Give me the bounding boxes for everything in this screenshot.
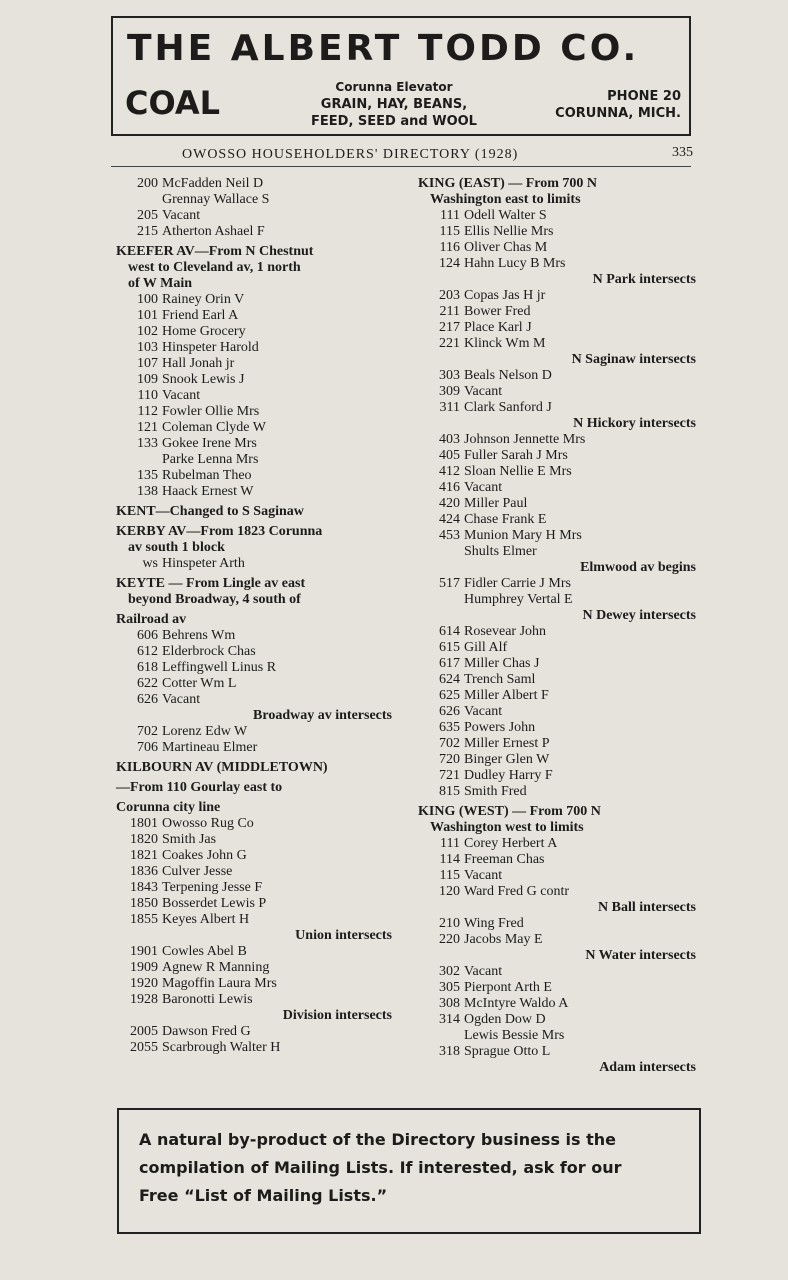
directory-entry (418, 784, 700, 800)
directory-entry (116, 724, 396, 740)
resident-name: Humphrey Vertal E (464, 592, 573, 607)
directory-entry (418, 1044, 700, 1060)
directory-entry (418, 640, 700, 656)
intersection-note: Union intersects (295, 928, 392, 943)
house-number: ws (142, 556, 158, 571)
directory-entry (418, 624, 700, 640)
resident-name: Gill Alf (464, 640, 508, 655)
resident-name: Lewis Bessie Mrs (464, 1028, 565, 1043)
house-number: 721 (439, 768, 460, 783)
ad-phone: PHONE 20 (607, 89, 681, 104)
resident-name: Sloan Nellie E Mrs (464, 464, 572, 479)
resident-name: Smith Fred (464, 784, 527, 799)
house-number: 612 (137, 644, 158, 659)
directory-entry (116, 880, 396, 896)
directory-entry (116, 176, 396, 192)
house-number: 103 (137, 340, 158, 355)
directory-entry (418, 736, 700, 752)
intersection-note: Division intersects (282, 1008, 392, 1023)
directory-entry (418, 464, 700, 480)
resident-name: Terpening Jesse F (162, 880, 263, 895)
right-column (418, 172, 700, 1076)
house-number: 617 (439, 656, 460, 671)
mailing-lists-notice (117, 1108, 701, 1234)
directory-entry (116, 676, 396, 692)
house-number: 1821 (130, 848, 158, 863)
resident-name: Odell Walter S (464, 208, 547, 223)
intersection-note: N Ball intersects (598, 900, 696, 915)
house-number: 1920 (130, 976, 158, 991)
directory-entry (418, 836, 700, 852)
page-number: 335 (672, 145, 693, 160)
notice-line: compilation of Mailing Lists. If interested, ask for our (139, 1158, 622, 1177)
resident-name: Lorenz Edw W (162, 724, 248, 739)
directory-entry (418, 884, 700, 900)
house-number: 211 (439, 304, 460, 319)
street-heading-continued: of W Main (128, 276, 193, 291)
house-number: 203 (439, 288, 460, 303)
directory-entry (116, 484, 396, 500)
resident-name: Baronotti Lewis (162, 992, 253, 1007)
house-number: 314 (439, 1012, 460, 1027)
directory-entry (418, 932, 700, 948)
house-number: 107 (137, 356, 158, 371)
house-number: 221 (439, 336, 460, 351)
resident-name: Dawson Fred G (162, 1024, 251, 1039)
directory-entry (418, 868, 700, 884)
running-header: OWOSSO HOUSEHOLDERS' DIRECTORY (1928) (182, 147, 519, 162)
resident-name: Jacobs May E (464, 932, 543, 947)
house-number: 205 (137, 208, 158, 223)
resident-name: Martineau Elmer (162, 740, 258, 755)
resident-name: Dudley Harry F (464, 768, 553, 783)
resident-name: McFadden Neil D (162, 176, 264, 191)
directory-entry (116, 404, 396, 420)
directory-entry (116, 628, 396, 644)
house-number: 412 (439, 464, 460, 479)
street-heading-continued: Washington east to limits (430, 192, 581, 207)
directory-entry (116, 208, 396, 224)
directory-entry (116, 960, 396, 976)
directory-entry (116, 992, 396, 1008)
directory-entry (116, 452, 396, 468)
resident-name: Smith Jas (162, 832, 217, 847)
directory-entry (418, 320, 700, 336)
resident-name: Munion Mary H Mrs (464, 528, 582, 543)
directory-entry (418, 432, 700, 448)
house-number: 109 (137, 372, 158, 387)
house-number: 1855 (130, 912, 158, 927)
directory-entry (418, 592, 700, 608)
street-heading: KENT—Changed to S Saginaw (116, 504, 304, 519)
resident-name: Vacant (464, 964, 503, 979)
street-heading-continued: west to Cleveland av, 1 north (128, 260, 301, 275)
house-number: 124 (439, 256, 460, 271)
house-number: 615 (439, 640, 460, 655)
house-number: 1901 (130, 944, 158, 959)
resident-name: Pierpont Arth E (464, 980, 552, 995)
ad-services-line: Corunna Elevator (335, 80, 453, 94)
notice-line: A natural by-product of the Directory business is the (139, 1130, 617, 1149)
house-number: 702 (137, 724, 158, 739)
resident-name: Clark Sanford J (464, 400, 552, 415)
directory-entry (418, 672, 700, 688)
ad-location: CORUNNA, MICH. (555, 106, 681, 121)
directory-entry (116, 388, 396, 404)
directory-entry (116, 192, 396, 208)
street-heading: KING (EAST) — From 700 N (418, 176, 598, 191)
resident-name: Chase Frank E (464, 512, 547, 527)
intersection-note: Adam intersects (599, 1060, 696, 1075)
house-number: 111 (440, 208, 460, 223)
house-number: 2005 (130, 1024, 158, 1039)
house-number: 135 (137, 468, 158, 483)
house-number: 720 (439, 752, 460, 767)
resident-name: Bosserdet Lewis P (162, 896, 267, 911)
resident-name: Copas Jas H jr (464, 288, 546, 303)
resident-name: Scarbrough Walter H (162, 1040, 281, 1055)
resident-name: Klinck Wm M (464, 336, 546, 351)
resident-name: Vacant (464, 868, 503, 883)
resident-name: Gokee Irene Mrs (162, 436, 257, 451)
directory-entry (116, 692, 396, 708)
resident-name: Miller Chas J (464, 656, 540, 671)
house-number: 1836 (130, 864, 158, 879)
directory-entry (116, 436, 396, 452)
house-number: 416 (439, 480, 460, 495)
house-number: 815 (439, 784, 460, 799)
house-number: 220 (439, 932, 460, 947)
directory-entry (116, 224, 396, 240)
directory-entry (116, 292, 396, 308)
house-number: 635 (439, 720, 460, 735)
resident-name: Elderbrock Chas (162, 644, 256, 659)
street-heading-continued: Washington west to limits (430, 820, 584, 835)
house-number: 625 (439, 688, 460, 703)
house-number: 112 (137, 404, 158, 419)
resident-name: Ward Fred G contr (464, 884, 570, 899)
directory-entry (116, 356, 396, 372)
resident-name: Trench Saml (464, 672, 536, 687)
house-number: 624 (439, 672, 460, 687)
resident-name: Miller Albert F (464, 688, 549, 703)
intersection-note: N Hickory intersects (573, 416, 696, 431)
house-number: 517 (439, 576, 460, 591)
directory-entry (418, 964, 700, 980)
resident-name: Ogden Dow D (464, 1012, 546, 1027)
house-number: 606 (137, 628, 158, 643)
ad-services (285, 79, 503, 130)
ad-coal: COAL (125, 84, 220, 122)
directory-entry (418, 996, 700, 1012)
resident-name: Ellis Nellie Mrs (464, 224, 554, 239)
directory-entry (418, 240, 700, 256)
street-heading-continued: av south 1 block (128, 540, 225, 555)
directory-entry (116, 556, 396, 572)
resident-name: Parke Lenna Mrs (162, 452, 259, 467)
house-number: 1820 (130, 832, 158, 847)
directory-entry (418, 448, 700, 464)
house-number: 2055 (130, 1040, 158, 1055)
house-number: 1843 (130, 880, 158, 895)
directory-entry (418, 768, 700, 784)
resident-name: Behrens Wm (162, 628, 236, 643)
directory-entry (418, 688, 700, 704)
street-heading: KEEFER AV—From N Chestnut (116, 244, 314, 259)
house-number: 305 (439, 980, 460, 995)
house-number: 308 (439, 996, 460, 1011)
directory-entry (418, 336, 700, 352)
resident-name: Hahn Lucy B Mrs (464, 256, 566, 271)
street-heading-continued: beyond Broadway, 4 south of (128, 592, 301, 607)
directory-entry (418, 704, 700, 720)
house-number: 626 (137, 692, 158, 707)
intersection-note: N Water intersects (585, 948, 696, 963)
ad-services-line: FEED, SEED and WOOL (311, 114, 477, 129)
directory-entry (418, 384, 700, 400)
house-number: 453 (439, 528, 460, 543)
directory-entry (418, 256, 700, 272)
resident-name: Owosso Rug Co (162, 816, 254, 831)
resident-name: Agnew R Manning (162, 960, 270, 975)
resident-name: Hinspeter Harold (162, 340, 259, 355)
resident-name: Friend Earl A (162, 308, 239, 323)
house-number: 120 (439, 884, 460, 899)
resident-name: Wing Fred (464, 916, 524, 931)
house-number: 133 (137, 436, 158, 451)
resident-name: Vacant (162, 208, 201, 223)
house-number: 706 (137, 740, 158, 755)
resident-name: Magoffin Laura Mrs (162, 976, 277, 991)
resident-name: Hinspeter Arth (162, 556, 245, 571)
directory-entry (418, 752, 700, 768)
resident-name: Miller Ernest P (464, 736, 550, 751)
resident-name: Oliver Chas M (464, 240, 548, 255)
resident-name: Freeman Chas (464, 852, 545, 867)
house-number: 311 (439, 400, 460, 415)
house-number: 302 (439, 964, 460, 979)
directory-entry (116, 1040, 396, 1056)
house-number: 110 (137, 388, 158, 403)
house-number: 403 (439, 432, 460, 447)
directory-entry (116, 324, 396, 340)
resident-name: Miller Paul (464, 496, 528, 511)
directory-entry (116, 816, 396, 832)
intersection-note: Elmwood av begins (580, 560, 696, 575)
directory-entry (116, 740, 396, 756)
resident-name: Rosevear John (464, 624, 547, 639)
resident-name: Vacant (162, 388, 201, 403)
intersection-note: N Saginaw intersects (571, 352, 696, 367)
directory-entry (116, 1024, 396, 1040)
house-number: 121 (137, 420, 158, 435)
resident-name: McIntyre Waldo A (464, 996, 569, 1011)
street-heading: Railroad av (116, 612, 187, 627)
house-number: 424 (439, 512, 460, 527)
resident-name: Rainey Orin V (162, 292, 245, 307)
directory-entry (418, 368, 700, 384)
directory-entry (116, 864, 396, 880)
ad-services-line: GRAIN, HAY, BEANS, (320, 97, 468, 112)
house-number: 115 (439, 868, 460, 883)
directory-entry (418, 304, 700, 320)
directory-entry (116, 308, 396, 324)
directory-entry (418, 208, 700, 224)
albert-todd-advertisement (111, 16, 691, 136)
house-number: 626 (439, 704, 460, 719)
directory-entry (116, 944, 396, 960)
resident-name: Atherton Ashael F (162, 224, 265, 239)
resident-name: Home Grocery (162, 324, 246, 339)
house-number: 1801 (130, 816, 158, 831)
house-number: 217 (439, 320, 460, 335)
house-number: 115 (439, 224, 460, 239)
resident-name: Vacant (464, 704, 503, 719)
resident-name: Binger Glen W (464, 752, 550, 767)
street-heading: —From 110 Gourlay east to (116, 780, 283, 795)
directory-entry (418, 852, 700, 868)
directory-entry (418, 480, 700, 496)
resident-name: Fuller Sarah J Mrs (464, 448, 568, 463)
directory-entry (418, 576, 700, 592)
resident-name: Culver Jesse (162, 864, 233, 879)
house-number: 1850 (130, 896, 158, 911)
directory-entry (418, 288, 700, 304)
house-number: 100 (137, 292, 158, 307)
directory-entry (116, 976, 396, 992)
house-number: 111 (440, 836, 460, 851)
directory-entry (116, 912, 396, 928)
street-heading: KEYTE — From Lingle av east (116, 576, 306, 591)
directory-entry (418, 656, 700, 672)
street-heading: Corunna city line (116, 800, 221, 815)
directory-entry (418, 224, 700, 240)
ad-contact (555, 88, 681, 122)
resident-name: Fidler Carrie J Mrs (464, 576, 571, 591)
resident-name: Johnson Jennette Mrs (464, 432, 586, 447)
house-number: 215 (137, 224, 158, 239)
resident-name: Keyes Albert H (162, 912, 250, 927)
directory-entry (418, 512, 700, 528)
directory-entry (418, 496, 700, 512)
resident-name: Cotter Wm L (162, 676, 237, 691)
resident-name: Haack Ernest W (162, 484, 254, 499)
street-heading: KERBY AV—From 1823 Corunna (116, 524, 323, 539)
house-number: 116 (439, 240, 460, 255)
directory-entry (116, 896, 396, 912)
directory-entry (418, 916, 700, 932)
directory-entry (116, 644, 396, 660)
house-number: 614 (439, 624, 460, 639)
directory-entry (418, 528, 700, 544)
resident-name: Grennay Wallace S (162, 192, 270, 207)
resident-name: Powers John (464, 720, 536, 735)
house-number: 210 (439, 916, 460, 931)
resident-name: Shults Elmer (464, 544, 537, 559)
resident-name: Beals Nelson D (464, 368, 552, 383)
resident-name: Snook Lewis J (162, 372, 245, 387)
directory-entry (116, 340, 396, 356)
resident-name: Vacant (162, 692, 201, 707)
notice-line: Free “List of Mailing Lists.” (139, 1186, 388, 1205)
house-number: 303 (439, 368, 460, 383)
house-number: 101 (137, 308, 158, 323)
directory-entry (116, 660, 396, 676)
resident-name: Sprague Otto L (464, 1044, 551, 1059)
resident-name: Fowler Ollie Mrs (162, 404, 260, 419)
intersection-note: Broadway av intersects (253, 708, 392, 723)
house-number: 200 (137, 176, 158, 191)
left-column (116, 176, 396, 1056)
house-number: 618 (137, 660, 158, 675)
directory-entry (116, 468, 396, 484)
house-number: 1928 (130, 992, 158, 1007)
resident-name: Rubelman Theo (162, 468, 252, 483)
resident-name: Vacant (464, 480, 503, 495)
street-heading: KILBOURN AV (MIDDLETOWN) (116, 760, 328, 775)
street-heading: KING (WEST) — From 700 N (418, 804, 601, 819)
resident-name: Coleman Clyde W (162, 420, 266, 435)
directory-entry (116, 420, 396, 436)
resident-name: Place Karl J (464, 320, 532, 335)
house-number: 420 (439, 496, 460, 511)
house-number: 1909 (130, 960, 158, 975)
house-number: 622 (137, 676, 158, 691)
directory-entry (418, 544, 700, 560)
resident-name: Leffingwell Linus R (162, 660, 277, 675)
directory-entry (418, 720, 700, 736)
directory-entry (116, 372, 396, 388)
resident-name: Bower Fred (464, 304, 531, 319)
house-number: 114 (439, 852, 460, 867)
resident-name: Cowles Abel B (162, 944, 247, 959)
directory-entry (418, 1028, 700, 1044)
house-number: 318 (439, 1044, 460, 1059)
directory-entry (116, 832, 396, 848)
intersection-note: N Dewey intersects (582, 608, 696, 623)
header-rule (111, 166, 691, 167)
house-number: 405 (439, 448, 460, 463)
house-number: 102 (137, 324, 158, 339)
ad-title: THE ALBERT TODD CO. (127, 28, 640, 69)
resident-name: Hall Jonah jr (162, 356, 235, 371)
house-number: 309 (439, 384, 460, 399)
directory-entry (116, 848, 396, 864)
resident-name: Corey Herbert A (464, 836, 558, 851)
house-number: 702 (439, 736, 460, 751)
intersection-note: N Park intersects (592, 272, 696, 287)
house-number: 138 (137, 484, 158, 499)
directory-entry (418, 1012, 700, 1028)
resident-name: Coakes John G (162, 848, 247, 863)
resident-name: Vacant (464, 384, 503, 399)
directory-entry (418, 980, 700, 996)
directory-entry (418, 400, 700, 416)
